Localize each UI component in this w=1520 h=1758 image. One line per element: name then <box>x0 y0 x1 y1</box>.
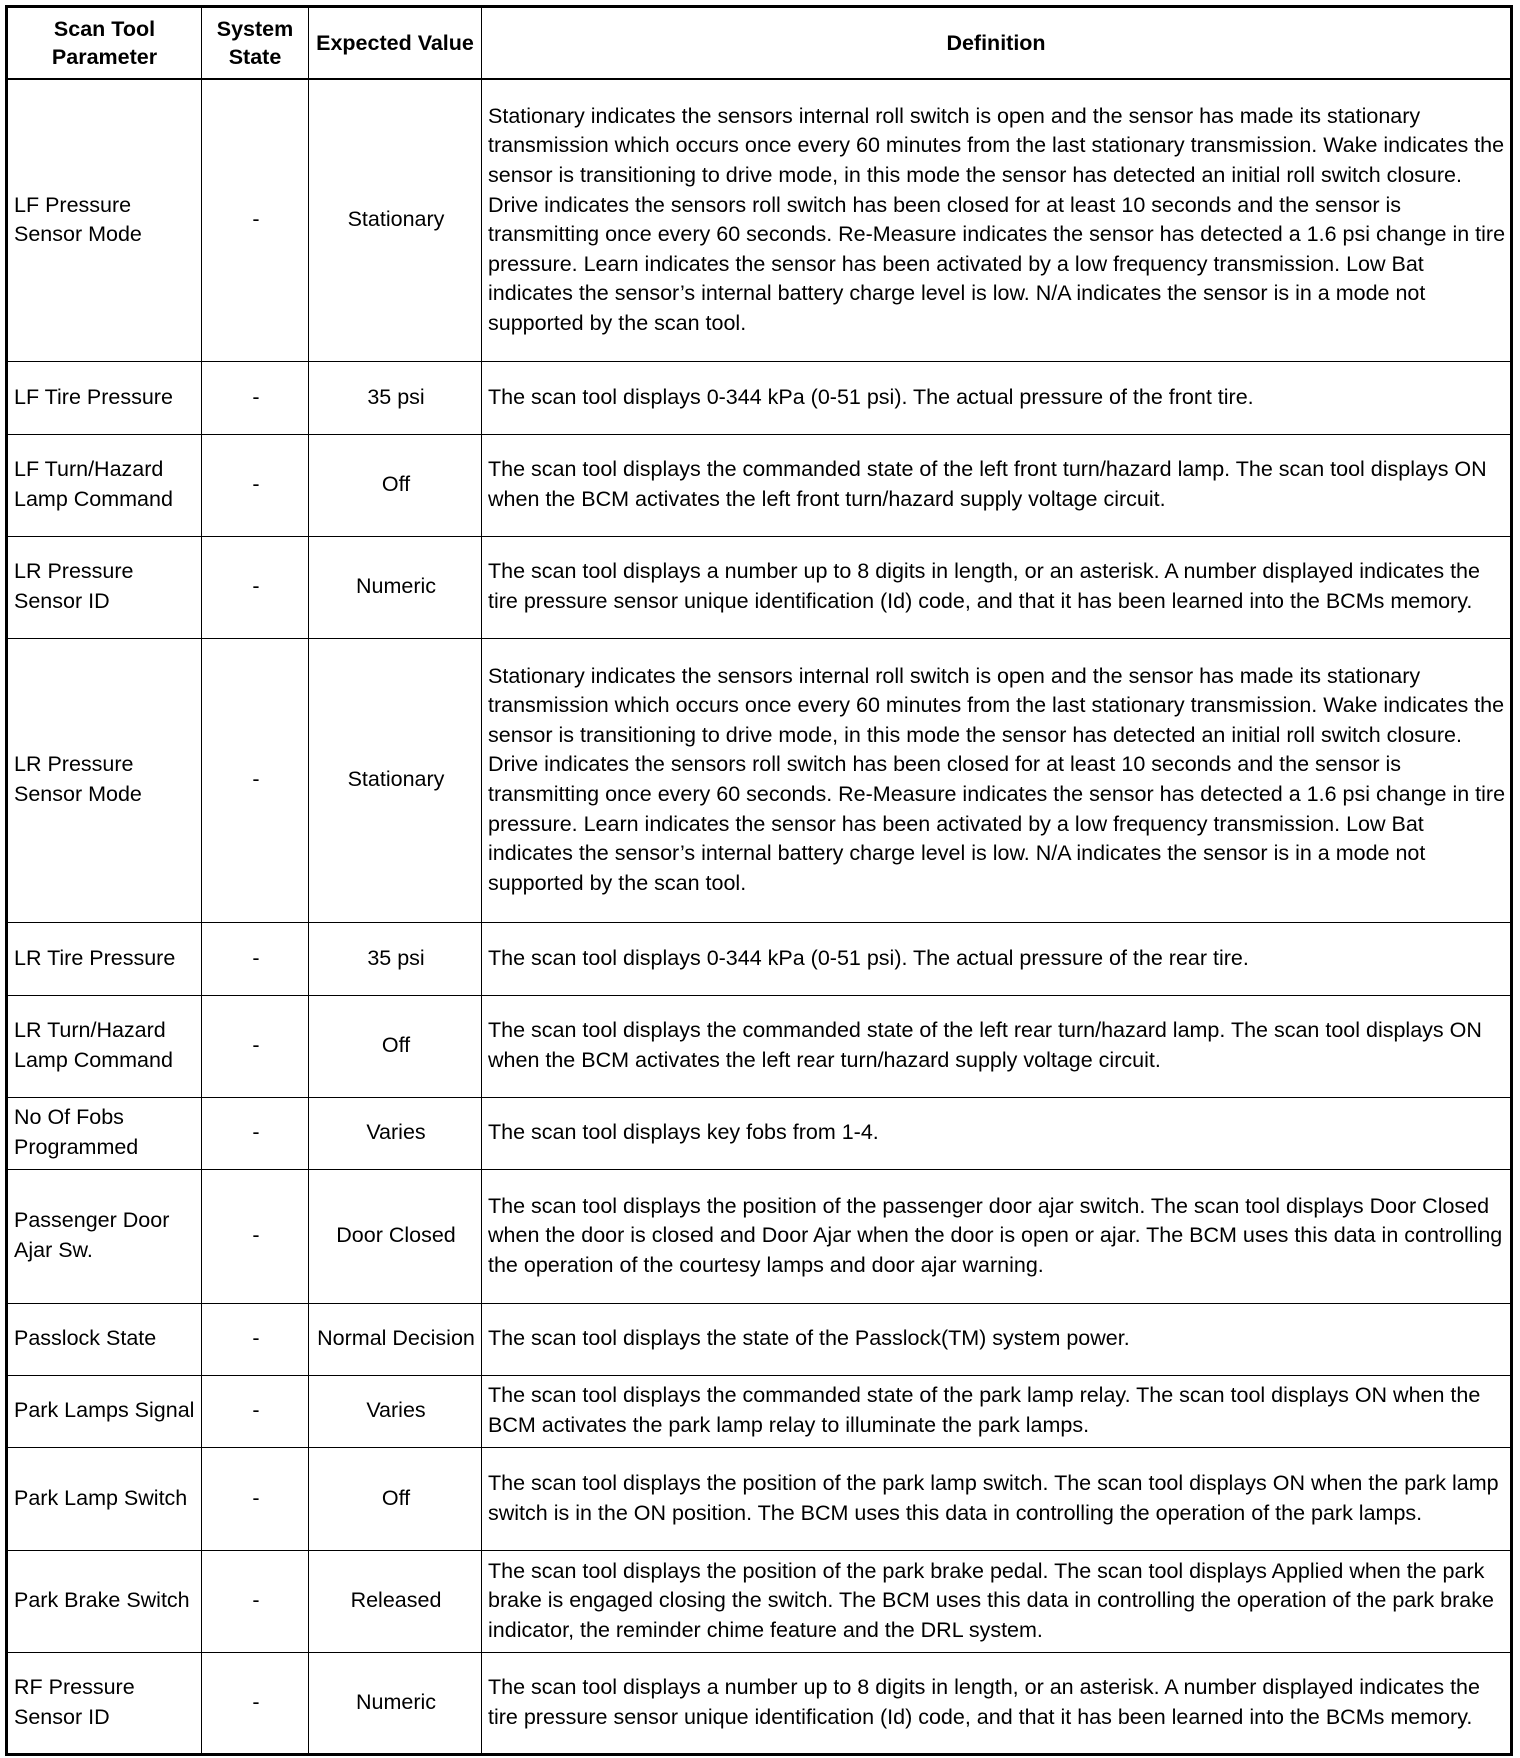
expected-value-cell: Off <box>309 995 482 1097</box>
table-row <box>7 1169 1512 1303</box>
definition-cell: The scan tool displays a number up to 8 digits in length, or an asterisk. A number displayed indicates the tire pressure sensor unique identification (Id) code, and that it has been learned into the BCMs memory. <box>482 1652 1512 1754</box>
definition-cell: The scan tool displays the state of the Passlock(TM) system power. <box>482 1303 1512 1375</box>
system-state-cell: - <box>202 922 309 995</box>
definition-cell: Stationary indicates the sensors internal roll switch is open and the sensor has made its stationary transmission which occurs once every 60 minutes from the last stationary transmission. Wake indicates the sensor is transitioning to drive mode, in this mode the sensor has detected an initial roll switch closure. Drive indicates the sensors roll switch has been closed for at least 10 seconds and the sensor is transmitting once every 60 seconds. Re-Measure indicates the sensor has detected a 1.6 psi change in tire pressure. Learn indicates the sensor has been activated by a low frequency transmission. Low Bat indicates the sensor’s internal battery charge level is low. N/A indicates the sensor is in a mode not supported by the scan tool. <box>482 638 1512 922</box>
parameter-cell: Park Lamp Switch <box>7 1447 202 1550</box>
table-row <box>7 1652 1512 1754</box>
definition-cell: The scan tool displays the commanded state of the park lamp relay. The scan tool displays ON when the BCM activates the park lamp relay to illuminate the park lamps. <box>482 1375 1512 1447</box>
header-row <box>7 7 1512 80</box>
expected-value-cell: 35 psi <box>309 922 482 995</box>
system-state-cell: - <box>202 1550 309 1652</box>
header-expected-value: Expected Value <box>309 7 482 80</box>
table-row <box>7 1447 1512 1550</box>
system-state-cell: - <box>202 995 309 1097</box>
parameter-cell: RF Pressure Sensor ID <box>7 1652 202 1754</box>
definition-cell: The scan tool displays 0-344 kPa (0-51 psi). The actual pressure of the rear tire. <box>482 922 1512 995</box>
parameter-cell: Park Brake Switch <box>7 1550 202 1652</box>
definition-cell: The scan tool displays key fobs from 1-4. <box>482 1097 1512 1169</box>
parameter-cell: Park Lamps Signal <box>7 1375 202 1447</box>
definition-cell: The scan tool displays a number up to 8 digits in length, or an asterisk. A number displayed indicates the tire pressure sensor unique identification (Id) code, and that it has been learned into the BCMs memory. <box>482 536 1512 638</box>
table-row <box>7 1550 1512 1652</box>
system-state-cell: - <box>202 1375 309 1447</box>
table-row <box>7 79 1512 361</box>
table-body <box>7 79 1512 1754</box>
system-state-cell: - <box>202 1097 309 1169</box>
expected-value-cell: Off <box>309 434 482 536</box>
scan-tool-parameter-table <box>5 5 1513 1756</box>
system-state-cell: - <box>202 1303 309 1375</box>
header-definition: Definition <box>482 7 1512 80</box>
header-scan-tool-parameter: Scan Tool Parameter <box>7 7 202 80</box>
system-state-cell: - <box>202 1447 309 1550</box>
system-state-cell: - <box>202 79 309 361</box>
expected-value-cell: Stationary <box>309 638 482 922</box>
expected-value-cell: Numeric <box>309 536 482 638</box>
header-system-state: System State <box>202 7 309 80</box>
table-row <box>7 361 1512 434</box>
table-row <box>7 1375 1512 1447</box>
system-state-cell: - <box>202 638 309 922</box>
parameter-cell: LR Tire Pressure <box>7 922 202 995</box>
parameter-cell: LF Turn/Hazard Lamp Command <box>7 434 202 536</box>
parameter-cell: Passenger Door Ajar Sw. <box>7 1169 202 1303</box>
definition-cell: The scan tool displays the commanded state of the left front turn/hazard lamp. The scan tool displays ON when the BCM activates the left front turn/hazard supply voltage circuit. <box>482 434 1512 536</box>
system-state-cell: - <box>202 1652 309 1754</box>
table-row <box>7 638 1512 922</box>
table-row <box>7 1303 1512 1375</box>
expected-value-cell: Door Closed <box>309 1169 482 1303</box>
parameter-cell: No Of Fobs Programmed <box>7 1097 202 1169</box>
table-row <box>7 536 1512 638</box>
expected-value-cell: Varies <box>309 1097 482 1169</box>
definition-cell: The scan tool displays the commanded state of the left rear turn/hazard lamp. The scan tool displays ON when the BCM activates the left rear turn/hazard supply voltage circuit. <box>482 995 1512 1097</box>
expected-value-cell: Normal Decision <box>309 1303 482 1375</box>
system-state-cell: - <box>202 1169 309 1303</box>
table-row <box>7 434 1512 536</box>
parameter-cell: LR Pressure Sensor Mode <box>7 638 202 922</box>
parameter-cell: LF Tire Pressure <box>7 361 202 434</box>
parameter-cell: LF Pressure Sensor Mode <box>7 79 202 361</box>
definition-cell: The scan tool displays the position of the park lamp switch. The scan tool displays ON when the park lamp switch is in the ON position. The BCM uses this data in controlling the operation of the park lamps. <box>482 1447 1512 1550</box>
table-row <box>7 995 1512 1097</box>
definition-cell: The scan tool displays 0-344 kPa (0-51 psi). The actual pressure of the front tire. <box>482 361 1512 434</box>
parameter-cell: Passlock State <box>7 1303 202 1375</box>
expected-value-cell: Released <box>309 1550 482 1652</box>
expected-value-cell: 35 psi <box>309 361 482 434</box>
system-state-cell: - <box>202 434 309 536</box>
system-state-cell: - <box>202 536 309 638</box>
definition-cell: The scan tool displays the position of the park brake pedal. The scan tool displays Applied when the park brake is engaged closing the switch. The BCM uses this data in controlling the operation of the park brake indicator, the reminder chime feature and the DRL system. <box>482 1550 1512 1652</box>
expected-value-cell: Off <box>309 1447 482 1550</box>
table-header <box>7 7 1512 80</box>
definition-cell: Stationary indicates the sensors internal roll switch is open and the sensor has made its stationary transmission which occurs once every 60 minutes from the last stationary transmission. Wake indicates the sensor is transitioning to drive mode, in this mode the sensor has detected an initial roll switch closure. Drive indicates the sensors roll switch has been closed for at least 10 seconds and the sensor is transmitting once every 60 seconds. Re-Measure indicates the sensor has detected a 1.6 psi change in tire pressure. Learn indicates the sensor has been activated by a low frequency transmission. Low Bat indicates the sensor’s internal battery charge level is low. N/A indicates the sensor is in a mode not supported by the scan tool. <box>482 79 1512 361</box>
definition-cell: The scan tool displays the position of the passenger door ajar switch. The scan tool displays Door Closed when the door is closed and Door Ajar when the door is open or ajar. The BCM uses this data in controlling the operation of the courtesy lamps and door ajar warning. <box>482 1169 1512 1303</box>
expected-value-cell: Numeric <box>309 1652 482 1754</box>
system-state-cell: - <box>202 361 309 434</box>
expected-value-cell: Stationary <box>309 79 482 361</box>
parameter-cell: LR Turn/Hazard Lamp Command <box>7 995 202 1097</box>
expected-value-cell: Varies <box>309 1375 482 1447</box>
table-row <box>7 1097 1512 1169</box>
table-row <box>7 922 1512 995</box>
parameter-cell: LR Pressure Sensor ID <box>7 536 202 638</box>
